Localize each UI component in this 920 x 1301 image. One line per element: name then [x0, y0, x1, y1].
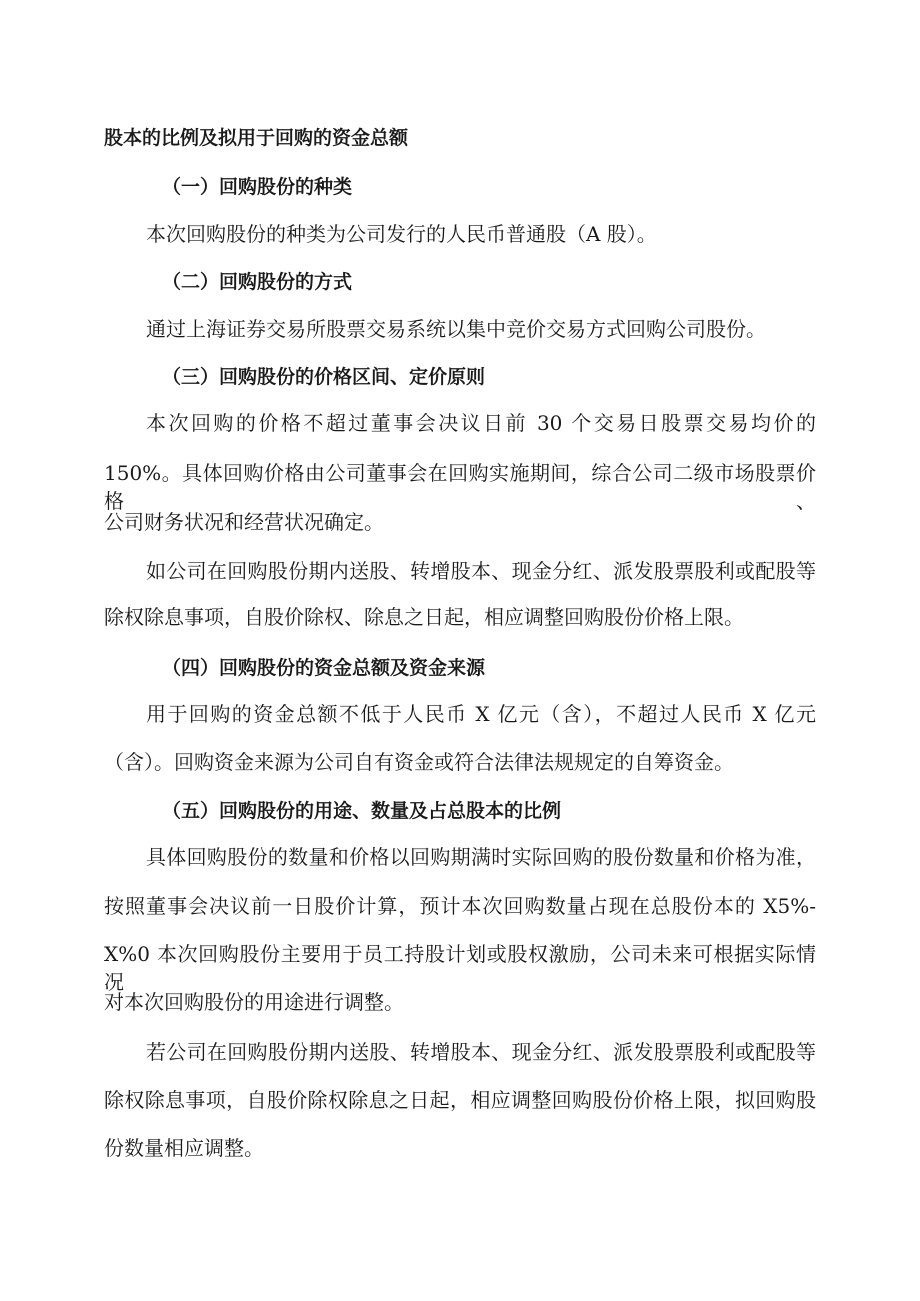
subsection-heading-3: （三）回购股份的价格区间、定价原则 — [162, 366, 486, 388]
paragraph-line: 本次回购的价格不超过董事会决议日前 30 个交易日股票交易均价的 — [146, 411, 816, 435]
subsection-heading-5: （五）回购股份的用途、数量及占总股本的比例 — [162, 800, 562, 822]
paragraph-line: 除权除息事项，自股价除权除息之日起，相应调整回购股份价格上限，拟回购股 — [104, 1088, 816, 1112]
paragraph-line: 用于回购的资金总额不低于人民币 X 亿元（含），不超过人民币 X 亿元 — [146, 702, 816, 726]
paragraph-line: 对本次回购股份的用途进行调整。 — [104, 990, 404, 1014]
paragraph-line: 除权除息事项，自股价除权、除息之日起，相应调整回购股份价格上限。 — [104, 605, 744, 629]
paragraph-line: X%0 本次回购股份主要用于员工持股计划或股权激励，公司未来可根据实际情况 — [104, 942, 816, 994]
paragraph-line: 份数量相应调整。 — [104, 1136, 264, 1160]
paragraph-line: 150%。具体回购价格由公司董事会在回购实施期间，综合公司二级市场股票价格、 — [104, 461, 816, 513]
paragraph-line: 若公司在回购股份期内送股、转增股本、现金分红、派发股票股利或配股等 — [146, 1040, 816, 1064]
paragraph-line: 具体回购股份的数量和价格以回购期满时实际回购的股份数量和价格为准， — [146, 845, 816, 869]
paragraph-line: 通过上海证券交易所股票交易系统以集中竞价交易方式回购公司股份。 — [146, 317, 766, 341]
paragraph-line: 本次回购股份的种类为公司发行的人民币普通股（A 股）。 — [146, 222, 657, 246]
paragraph-line: 公司财务状况和经营状况确定。 — [104, 510, 384, 534]
paragraph-line: 按照董事会决议前一日股价计算，预计本次回购数量占现在总股份本的 X5%- — [104, 894, 816, 918]
subsection-heading-4: （四）回购股份的资金总额及资金来源 — [162, 657, 486, 679]
section-heading: 股本的比例及拟用于回购的资金总额 — [104, 127, 409, 149]
paragraph-line: 如公司在回购股份期内送股、转增股本、现金分红、派发股票股利或配股等 — [146, 559, 816, 583]
paragraph-line: （含）。回购资金来源为公司自有资金或符合法律法规规定的自筹资金。 — [104, 750, 734, 774]
subsection-heading-1: （一）回购股份的种类 — [162, 176, 353, 198]
subsection-heading-2: （二）回购股份的方式 — [162, 271, 353, 293]
